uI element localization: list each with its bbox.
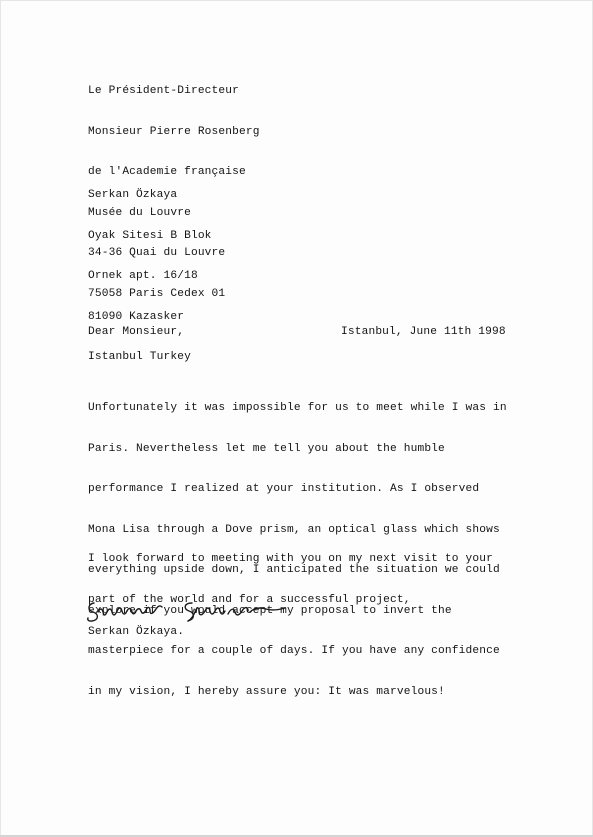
recipient-line: 75058 Paris Cedex 01 (88, 287, 226, 300)
paragraph-line: performance I realized at your institution. As I observed (88, 483, 480, 495)
sender-line: Serkan Özkaya (88, 189, 178, 201)
paragraph-line: Unfortunately it was impossible for us to meet while I was in (88, 402, 507, 414)
paragraph-line: part of the world and for a successful project, (88, 593, 411, 606)
sender-line: Istanbul Turkey (88, 351, 191, 363)
recipient-line: Le Président-Directeur (88, 85, 239, 97)
sender-line: 81090 Kazasker (88, 310, 185, 323)
sender-address (88, 162, 212, 392)
paragraph-line: masterpiece for a couple of days. If you have any confidence (88, 645, 500, 657)
paragraph-line: Paris. Nevertheless let me tell you about the humble (88, 442, 445, 455)
paragraph-line: explore if you would accept my proposal to invert the (88, 604, 452, 617)
paragraph-line: everything upside down, I anticipated the situation we could (88, 564, 500, 576)
salutation: Dear Monsieur, (88, 326, 185, 338)
handwritten-signature (84, 594, 299, 628)
recipient-line: de l'Academie française (88, 166, 246, 178)
recipient-line: Monsieur Pierre Rosenberg (88, 125, 260, 138)
letter-date: Istanbul, June 11th 1998 (341, 326, 506, 338)
paragraph-line: Mona Lisa through a Dove prism, an optical glass which shows (88, 523, 500, 536)
sender-line: Ornek apt. 16/18 (88, 270, 198, 282)
paragraph-line: I look forward to meeting with you on my next visit to your (88, 553, 493, 565)
recipient-line: Musée du Louvre (88, 206, 191, 219)
paragraph-line: in my vision, I hereby assure you: It was marvelous! (88, 685, 445, 698)
sender-line: Oyak Sitesi B Blok (88, 229, 212, 242)
recipient-line: 34-36 Quai du Louvre (88, 247, 226, 259)
signoff-name: Serkan Özkaya. (88, 626, 185, 638)
